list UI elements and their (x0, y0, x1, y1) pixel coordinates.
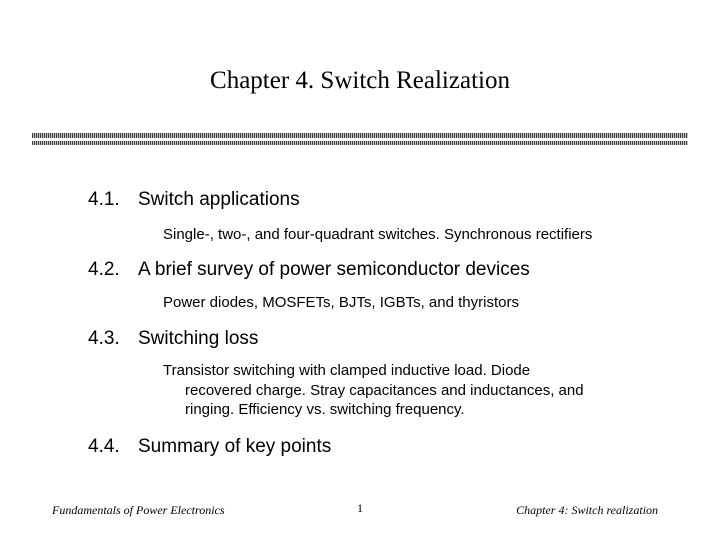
section-detail-4-2: Power diodes, MOSFETs, BJTs, IGBTs, and thyristors (163, 294, 519, 311)
section-heading-4-3 (88, 327, 258, 351)
section-number: 4.3. (88, 328, 120, 349)
title-divider-bottom (32, 141, 688, 145)
section-number: 4.4. (88, 436, 120, 457)
section-heading-text: A brief survey of power semiconductor devices (138, 259, 530, 280)
slide-title: Chapter 4. Switch Realization (210, 67, 510, 94)
section-heading-4-4 (88, 435, 331, 459)
detail-line: recovered charge. Stray capacitances and inductances, and (185, 381, 584, 399)
page-number: 1 (357, 501, 363, 515)
section-heading-4-2 (88, 258, 530, 282)
section-heading-4-1 (88, 188, 300, 212)
footer-book-title: Fundamentals of Power Electronics (52, 503, 225, 517)
detail-line: ringing. Efficiency vs. switching frequency. (185, 401, 465, 418)
detail-line: Transistor switching with clamped inductive load. Diode (163, 362, 531, 379)
section-number: 4.1. (88, 189, 120, 210)
footer-chapter-title: Chapter 4: Switch realization (516, 503, 658, 517)
section-detail-4-3 (163, 361, 633, 420)
section-number: 4.2. (88, 259, 120, 280)
section-heading-text: Switching loss (138, 328, 259, 349)
title-divider-top (32, 133, 688, 138)
section-heading-text: Switch applications (138, 189, 300, 210)
section-heading-text: Summary of key points (138, 436, 332, 457)
section-detail-4-1: Single-, two-, and four-quadrant switches. Synchronous rectifiers (163, 226, 593, 243)
